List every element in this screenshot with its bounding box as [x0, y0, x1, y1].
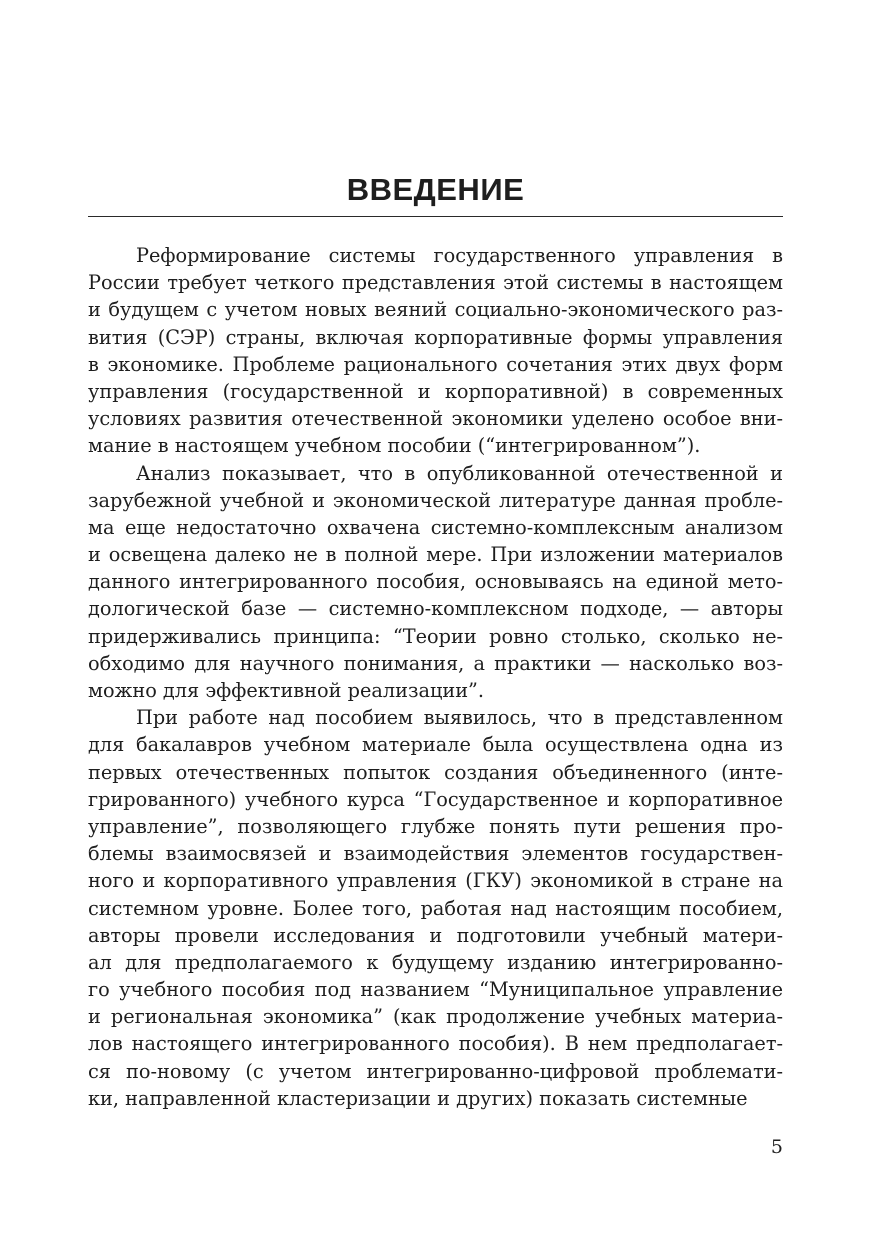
text-line: и будущем с учетом новых веяний социально-экономического раз- [88, 298, 783, 322]
text-line: можно для эффективной реализации”. [88, 679, 485, 702]
text-line: лов настоящего интегрированного пособия). В нем предполагает- [88, 1032, 783, 1056]
text-line: управления (государственной и корпоративной) в современных [88, 379, 783, 403]
text-line: ного и корпоративного управления (ГКУ) экономикой в стране на [88, 869, 783, 893]
text-line: и региональная экономика” (как продолжение учебных материа- [88, 1005, 783, 1029]
text-line: ки, направленной кластеризации и других) показать системные [88, 1086, 748, 1110]
text-line: системном уровне. Более того, работая над настоящим пособием, [88, 896, 783, 920]
text-line: блемы взаимосвязей и взаимодействия элементов государствен- [88, 842, 783, 866]
text-line: ал для предполагаемого к будущему изданию интегрированно- [88, 950, 783, 974]
title-divider [88, 216, 783, 217]
text-line: При работе над пособием выявилось, что в представленном [136, 706, 783, 730]
text-line: вития (СЭР) страны, включая корпоративные формы управления [88, 325, 783, 349]
page-number: 5 [770, 1136, 783, 1158]
text-line: первых отечественных попыток создания объединенного (инте- [88, 760, 783, 784]
text-line: го учебного пособия под названием “Муниципальное управление [88, 978, 783, 1002]
text-line: и освещена далеко не в полной мере. При изложении материалов [88, 543, 783, 567]
text-line: придерживались принципа: “Теории ровно столько, сколько не- [88, 624, 783, 648]
text-line: авторы провели исследования и подготовили учебный матери- [88, 923, 783, 947]
paragraph-2 [88, 460, 783, 705]
text-line: дологической базе — системно-комплексном подходе, — авторы [88, 597, 783, 621]
text-line: ся по-новому (с учетом интегрированно-цифровой проблемати- [88, 1059, 783, 1083]
text-line: ма еще недостаточно охвачена системно-комплексным анализом [88, 515, 783, 539]
paragraph-3 [88, 704, 783, 1112]
text-line: мание в настоящем учебном пособии (“интегрированном”). [88, 434, 701, 458]
text-line: России требует четкого представления этой системы в настоящем [88, 271, 783, 295]
text-line: Анализ показывает, что в опубликованной отечественной и [136, 461, 783, 485]
text-line: обходимо для научного понимания, а практики — насколько воз- [88, 651, 783, 675]
body-text [88, 242, 783, 1112]
text-line: условиях развития отечественной экономики уделено особое вни- [88, 407, 783, 431]
text-line: для бакалавров учебном материале была осуществлена одна из [88, 733, 783, 757]
text-line: грированного) учебного курса “Государственное и корпоративное [88, 787, 783, 811]
text-line: управление”, позволяющего глубже понять пути решения про- [88, 814, 783, 838]
text-line: Реформирование системы государственного управления в [136, 244, 783, 267]
page-title: ВВЕДЕНИЕ [346, 172, 525, 207]
text-line: в экономике. Проблеме рационального сочетания этих двух форм [88, 352, 783, 376]
paragraph-1 [88, 242, 783, 460]
text-line: зарубежной учебной и экономической литературе данная пробле- [88, 488, 783, 512]
text-line: данного интегрированного пособия, основываясь на единой мето- [88, 570, 783, 594]
